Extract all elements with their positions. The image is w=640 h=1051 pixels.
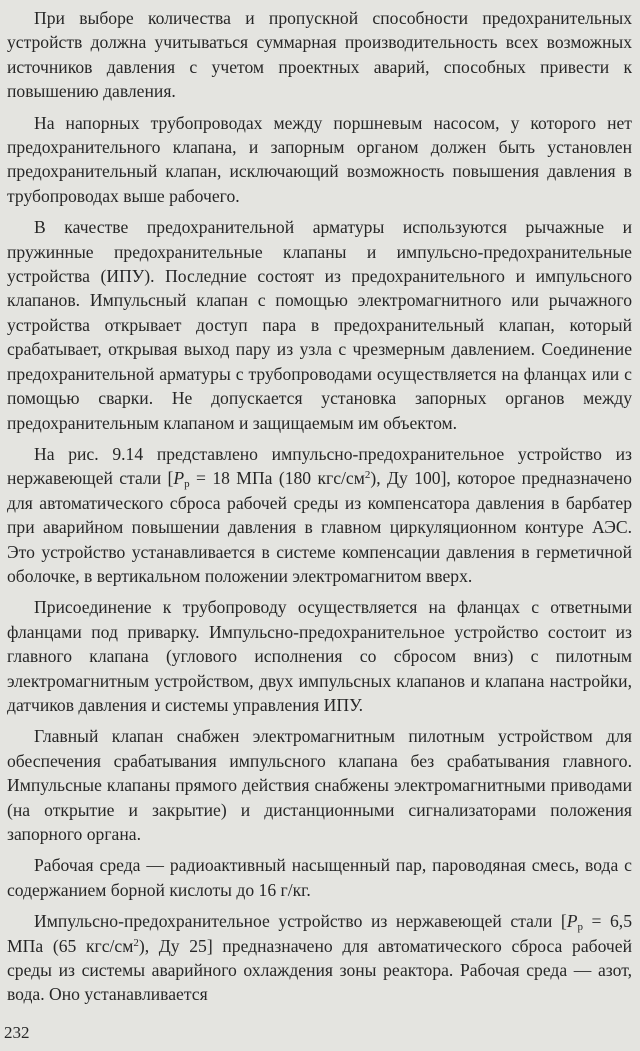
pressure-symbol: P xyxy=(173,468,185,489)
text-run: Импульсно-предохранительное устройство из нержавеющей стали [ xyxy=(34,911,567,932)
pressure-symbol: P xyxy=(566,911,578,932)
text-run: ), Ду 100], которое предназначено для автоматического сброса рабочей среды из компенсатора давления в барбатер при аварийном повышении давления в главном циркуляционном контуре АЭС. Это устройство устанавливается в системе компенсации давления в герметичной оболочке, в вертикальном положении электромагнитом вверх. xyxy=(7,468,632,586)
paragraph-working-medium: Рабочая среда — радиоактивный насыщенный пар, пароводяная смесь, вода с содержанием борной кислоты до 16 г/кг. xyxy=(7,855,632,900)
pressure-subscript: р xyxy=(184,478,190,491)
text-run: = 6,5 МПа (65 кгс/см xyxy=(7,911,632,956)
pressure-subscript: р xyxy=(577,921,583,934)
paragraph-pressure-pipelines: На напорных трубопроводах между поршневым насосом, у которого нет предохранительного клапана, и запорным органом должен быть установлен предохранительный клапан, исключающий возможность повышения давления в трубопроводах выше рабочего. xyxy=(7,112,632,206)
unit-superscript: 2 xyxy=(133,936,139,949)
paragraph-capacity: При выборе количества и пропускной способности предохранительных устройств должна учитываться суммарная производительность всех возможных источников давления с учетом проектных аварий, способных привести к повышению давления. xyxy=(7,8,632,102)
unit-superscript: 2 xyxy=(364,469,371,482)
page-number: 232 xyxy=(4,1023,30,1042)
paragraph-second-device xyxy=(7,909,632,1007)
paragraph-fig-9-14 xyxy=(7,442,632,588)
paragraph-safety-fittings: В качестве предохранительной арматуры используются рычажные и пружинные предохранительные клапаны и импульсно-предохранительные устройства (ИПУ). Последние состоят из предохранительного и импульсного клапанов. Импульсный клапан с помощью электромагнитного или рычажного устройства открывает доступ пара в предохранительный клапан, который срабатывает, открывая выход пару из узла с чрезмерным давлением. Соединение предохранительной арматуры с трубопроводами осуществляется на фланцах или с помощью сварки. Не допускается установка запорных органов между предохранительным клапаном и защищаемым им объектом. xyxy=(7,217,632,433)
text-run: На рис. 9.14 представлено импульсно-предохранительное устройство из нержавеющей стали [ xyxy=(7,443,632,489)
text-run: ), Ду 25] предназначено для автоматического сброса рабочей среды из системы аварийного охлаждения зоны реактора. Рабочая среда — азот, вода. Оно устанавливается xyxy=(7,935,633,1005)
paragraph-connection: Присоединение к трубопроводу осуществляется на фланцах с ответными фланцами под приварку. Импульсно-предохранительное устройство состоит из главного клапана (углового исполнения со сбросом вниз) с пилотным электромагнитным устройством, двух импульсных клапанов и клапана настройки, датчиков давления и системы управления ИПУ. xyxy=(7,597,632,715)
text-run: = 18 МПа (180 кгс/см xyxy=(189,468,365,489)
paragraph-main-valve: Главный клапан снабжен электромагнитным пилотным устройством для обеспечения срабатывания импульсного клапана без срабатывания главного. Импульсные клапаны прямого действия снабжены электромагнитными приводами (на открытие и закрытие) и дистанционными сигнализаторами положения запорного органа. xyxy=(7,726,632,844)
